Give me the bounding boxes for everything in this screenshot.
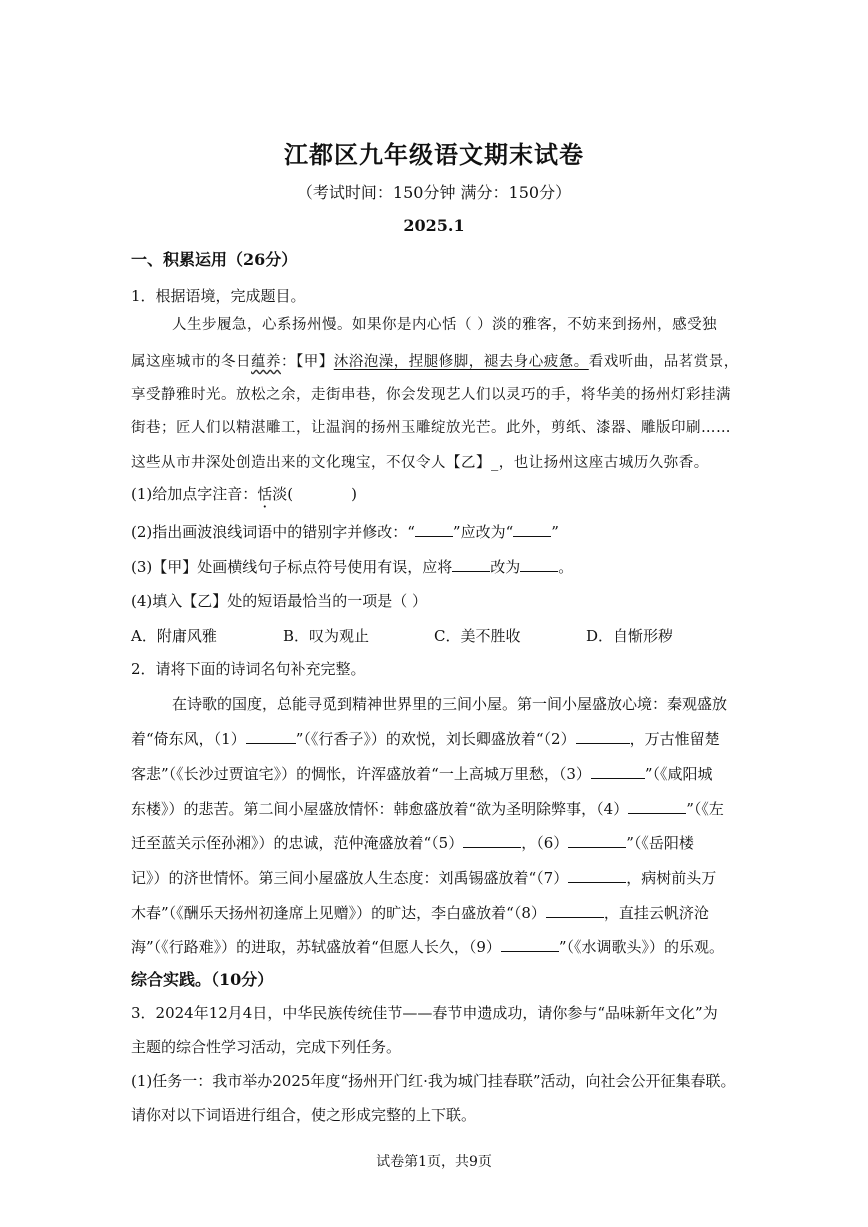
answer-options xyxy=(131,626,771,646)
answer-blank xyxy=(628,799,686,814)
sub-question-text: 淡( xyxy=(272,485,294,503)
poem-text: 迁至蓝关示侄孙湘》）的忠诚，范仲淹盛放着“（5） xyxy=(131,834,464,852)
page-footer: 试卷第1页，共9页 xyxy=(376,1154,492,1170)
passage-text: 看戏听曲，品茗赏景， xyxy=(588,354,739,370)
option-a: A．附庸风雅 xyxy=(131,627,217,645)
section-heading-2: 综合实践。（10分） xyxy=(131,970,274,989)
section-heading-1: 一、积累运用（26分） xyxy=(131,250,298,269)
passage-text: 属这座城市的冬日 xyxy=(131,354,251,370)
answer-blank xyxy=(568,868,626,883)
sub-question-text: 。 xyxy=(558,558,574,576)
answer-blank xyxy=(452,557,490,572)
answer-blank xyxy=(568,833,626,848)
passage-line-5: 这些从市井深处创造出来的文化瑰宝，不仅令人【乙】_，也让扬州这座古城历久弥香。 xyxy=(131,455,709,471)
poem-text: 海”（《行路难》）的进取，苏轼盛放着“但愿人长久，（9） xyxy=(131,938,501,956)
wavy-underlined-word: 蕴养 xyxy=(251,354,281,370)
passage-text: ：【甲】 xyxy=(281,354,334,370)
answer-blank xyxy=(513,522,551,537)
answer-blank xyxy=(415,522,453,537)
poem-line-8 xyxy=(131,937,724,957)
poem-text: ，病树前头万 xyxy=(626,869,717,887)
option-c: C．美不胜收 xyxy=(434,627,521,645)
sub-question-4: (4)填入【乙】处的短语最恰当的一项是（ ） xyxy=(131,592,428,610)
poem-text: 记》）的济世情怀。第三间小屋盛放人生态度：刘禹锡盛放着“（7） xyxy=(131,869,569,887)
question-3-line-4: 请你对以下词语进行组合，使之形成完整的上下联。 xyxy=(131,1106,477,1124)
poem-text: 东楼》）的悲苦。第二间小屋盛放情怀：韩愈盛放着“欲为圣明除弊事，（4） xyxy=(131,800,629,818)
sub-question-text: (1)给加点字注音： xyxy=(131,485,258,503)
option-d: D．自惭形秽 xyxy=(586,627,674,645)
answer-blank xyxy=(591,764,645,779)
question-3-line-2: 主题的综合性学习活动，完成下列任务。 xyxy=(131,1038,402,1056)
exam-date: 2025.1 xyxy=(403,216,465,235)
poem-text: ”（《水调歌头》）的乐观。 xyxy=(558,938,725,956)
poem-text: ”（《岳阳楼 xyxy=(626,834,694,852)
sub-question-3 xyxy=(131,557,573,577)
poem-line-2 xyxy=(131,729,720,749)
answer-blank xyxy=(246,729,296,744)
sub-question-1 xyxy=(131,484,357,504)
poem-line-3 xyxy=(131,764,713,784)
exam-info: （考试时间：150分钟 满分：150分） xyxy=(296,183,572,202)
question-1-prompt: 1．根据语境，完成题目。 xyxy=(131,287,306,305)
sub-question-text: ) xyxy=(351,485,357,503)
answer-blank xyxy=(463,833,521,848)
poem-line-5 xyxy=(131,833,694,853)
poem-text: ，（6） xyxy=(521,834,569,852)
passage-line-4: 街巷；匠人们以精湛雕工，让温润的扬州玉雕绽放光芒。此外，剪纸、漆器、雕版印刷…… xyxy=(131,420,731,436)
poem-line-7 xyxy=(131,903,709,923)
sub-question-text: ”应改为“ xyxy=(452,523,514,541)
passage-line-1: 人生步履急，心系扬州慢。如果你是内心恬（ ）淡的雅客，不妨来到扬州，感受独 xyxy=(172,317,718,333)
sub-question-text: ” xyxy=(551,523,559,541)
passage-line-3: 享受静雅时光。放松之余，走街串巷，你会发现艺人们以灵巧的手，将华美的扬州灯彩挂满 xyxy=(131,387,731,403)
poem-text: 木春”（《酬乐天扬州初逢席上见赠》）的旷达，李白盛放着“（8） xyxy=(131,904,546,922)
passage-line-2 xyxy=(131,352,739,372)
sub-question-text: 改为 xyxy=(490,558,521,576)
question-3-line-3: (1)任务一：我市举办2025年度“扬州开门红·我为城门挂春联”活动，向社会公开征集春联。 xyxy=(131,1072,736,1090)
poem-text: ”（《咸阳城 xyxy=(644,765,713,783)
dotted-character: 恬 xyxy=(257,485,273,503)
option-b: B．叹为观止 xyxy=(283,627,370,645)
answer-blank xyxy=(576,729,630,744)
sub-question-text: (2)指出画波浪线词语中的错别字并修改：“ xyxy=(131,523,415,541)
poem-text: ”（《行香子》）的欢悦，刘长卿盛放着“（2） xyxy=(295,730,576,748)
answer-blank xyxy=(546,903,604,918)
page-title: 江都区九年级语文期末试卷 xyxy=(284,140,584,169)
poem-line-1: 在诗歌的国度，总能寻觅到精神世界里的三间小屋。第一间小屋盛放心境：秦观盛放 xyxy=(172,695,728,713)
question-2-prompt: 2．请将下面的诗词名句补充完整。 xyxy=(131,660,366,678)
poem-text: ”（《左 xyxy=(686,800,724,818)
answer-blank xyxy=(501,937,559,952)
poem-text: 客悲”（《长沙过贾谊宅》）的惆怅，许浑盛放着“一上高城万里愁，（3） xyxy=(131,765,591,783)
underlined-sentence: 沐浴泡澡，捏腿修脚，褪去身心疲惫。 xyxy=(333,354,589,370)
poem-text: 着“倚东风，（1） xyxy=(131,730,246,748)
poem-text: ，万古惟留楚 xyxy=(629,730,720,748)
poem-text: ，直挂云帆济沧 xyxy=(603,904,709,922)
answer-blank xyxy=(520,557,558,572)
sub-question-2 xyxy=(131,522,559,542)
question-3-line-1: 3．2024年12月4日，中华民族传统佳节——春节申遗成功，请你参与“品味新年文化”为 xyxy=(131,1004,718,1022)
poem-line-4 xyxy=(131,799,724,819)
poem-line-6 xyxy=(131,868,716,888)
sub-question-text: (3)【甲】处画横线句子标点符号使用有误，应将 xyxy=(131,558,453,576)
